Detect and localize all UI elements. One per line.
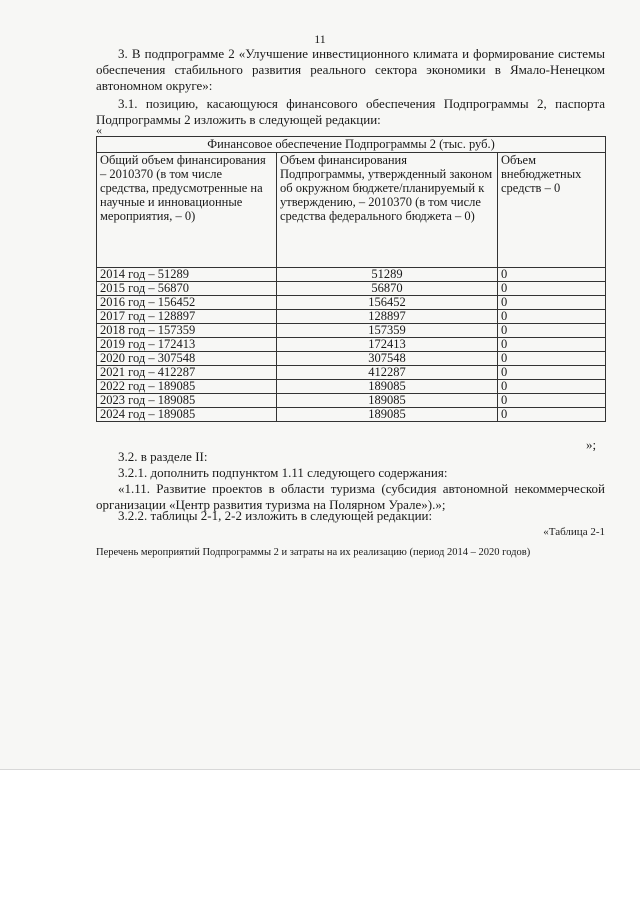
budget-amount-cell: 189085 [277,380,498,394]
extrabudgetary-amount-cell: 0 [498,324,606,338]
budget-amount-cell: 156452 [277,296,498,310]
paragraph-3-1: 3.1. позицию, касающуюся финансового обеспечения Подпрограммы 2, паспорта Подпрограммы 2 изложить в следующей редакции: [96,96,605,127]
budget-amount-cell: 412287 [277,366,498,380]
table-label: «Таблица 2-1 [543,526,605,538]
year-total-cell: 2017 год – 128897 [97,310,277,324]
budget-financing-header: Объем финансирования Подпрограммы, утвержденный законом об окружном бюджете/планируемый к утверждению, – 2010370 (в том числе средства федерального бюджета – 0) [277,153,498,268]
closing-quote: »; [586,437,597,452]
table-row [97,324,606,338]
table-row [97,268,606,282]
table-row [97,394,606,408]
paragraph-3-2: 3.2. в разделе II: [118,449,208,464]
year-total-cell: 2024 год – 189085 [97,408,277,422]
year-total-cell: 2018 год – 157359 [97,324,277,338]
table-row [97,338,606,352]
page-number: 11 [314,32,326,46]
table-2-1-caption: Перечень мероприятий Подпрограммы 2 и затраты на их реализацию (период 2014 – 2020 годов) [96,547,531,558]
budget-amount-cell: 189085 [277,394,498,408]
table-row [97,380,606,394]
year-total-cell: 2015 год – 56870 [97,282,277,296]
year-total-cell: 2023 год – 189085 [97,394,277,408]
paragraph-1-11: «1.11. Развитие проектов в области туризма (субсидия автономной некоммерческой организации «Центр развития туризма на Полярном Урале»).»; [96,481,605,512]
budget-amount-cell: 172413 [277,338,498,352]
extrabudgetary-amount-cell: 0 [498,394,606,408]
extrabudgetary-amount-cell: 0 [498,282,606,296]
year-total-cell: 2020 год – 307548 [97,352,277,366]
table-row [97,352,606,366]
total-financing-header: Общий объем финансирования – 2010370 (в том числе средства, предусмотренные на научные и инновационные мероприятия, – 0) [97,153,277,268]
table-row [97,408,606,422]
paragraph-3-2-2: 3.2.2. таблицы 2-1, 2-2 изложить в следующей редакции: [118,508,433,523]
year-total-cell: 2021 год – 412287 [97,366,277,380]
extrabudgetary-amount-cell: 0 [498,366,606,380]
table-row [97,366,606,380]
paragraph-3: 3. В подпрограмме 2 «Улучшение инвестиционного климата и формирование системы обеспечения стабильного развития реального сектора экономики в Ямало-Ненецком автономном округе»: [96,46,605,93]
budget-amount-cell: 307548 [277,352,498,366]
extrabudgetary-amount-cell: 0 [498,338,606,352]
financing-table [96,136,606,422]
budget-amount-cell: 51289 [277,268,498,282]
budget-amount-cell: 189085 [277,408,498,422]
table-row [97,296,606,310]
opening-quote: « [96,123,102,137]
budget-amount-cell: 56870 [277,282,498,296]
extrabudgetary-amount-cell: 0 [498,380,606,394]
extrabudgetary-amount-cell: 0 [498,296,606,310]
extrabudgetary-amount-cell: 0 [498,310,606,324]
table-row [97,282,606,296]
paragraph-3-2-1: 3.2.1. дополнить подпунктом 1.11 следующего содержания: [118,465,448,480]
year-total-cell: 2019 год – 172413 [97,338,277,352]
extrabudgetary-amount-cell: 0 [498,268,606,282]
year-total-cell: 2014 год – 51289 [97,268,277,282]
year-total-cell: 2022 год – 189085 [97,380,277,394]
extrabudgetary-header: Объем внебюджетных средств – 0 [498,153,606,268]
year-total-cell: 2016 год – 156452 [97,296,277,310]
table-body [97,268,606,422]
extrabudgetary-amount-cell: 0 [498,408,606,422]
table-row [97,310,606,324]
budget-amount-cell: 157359 [277,324,498,338]
extrabudgetary-amount-cell: 0 [498,352,606,366]
budget-amount-cell: 128897 [277,310,498,324]
table-caption: Финансовое обеспечение Подпрограммы 2 (тыс. руб.) [97,137,606,153]
